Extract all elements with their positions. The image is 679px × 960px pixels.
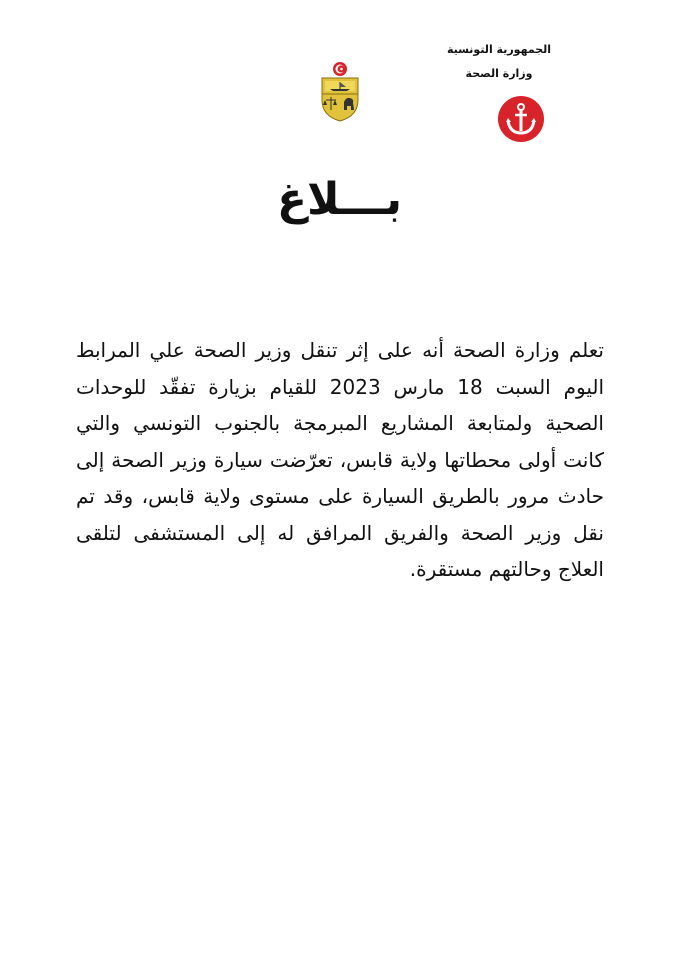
ministry-name: وزارة الصحة (465, 67, 533, 80)
announcement-body: تعلم وزارة الصحة أنه على إثر تنقل وزير الصحة علي المرابط اليوم السبت 18 مارس 2023 للقيام بزيارة تفقّد للوحدات الصحية ولمتابعة المشاريع المبرمجة بالجنوب التونسي والتي كانت أولى محطاتها ولاية قابس، تعرّضت سيارة وزير الصحة إلى حادث مرور بالطريق السيارة على مستوى ولاية قابس، وقد تم نقل وزير الصحة والفريق المرافق له إلى المستشفى لتلقى العلاج وحالتهم مستقرة. (76, 338, 604, 581)
tunisia-coat-of-arms-icon (318, 60, 362, 122)
anchor-crescent-logo-icon (497, 95, 545, 143)
country-name: الجمهورية التونسية (446, 43, 552, 56)
announcement-title: بـــلاغ (276, 174, 403, 225)
letterhead (429, 38, 569, 86)
